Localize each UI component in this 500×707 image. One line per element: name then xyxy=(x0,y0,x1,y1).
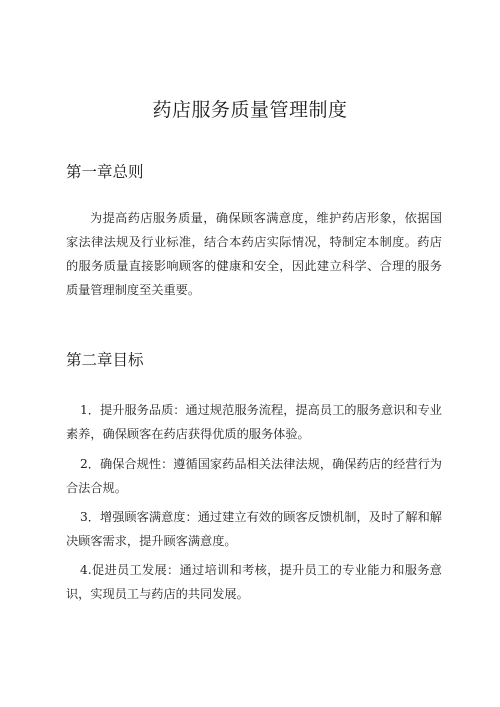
goal-item-4: 4.促进员工发展：通过培训和考核，提升员工的专业能力和服务意识，实现员工与药店的共同发展。 xyxy=(66,563,442,601)
goal-item-2: 2．确保合规性：遵循国家药品相关法律法规，确保药店的经营行为合法合规。 xyxy=(66,457,442,495)
chapter-1-heading: 第一章总则 xyxy=(66,163,144,181)
chapter-1-paragraph: 为提高药店服务质量，确保顾客满意度，维护药店形象，依据国家法律法规及行业标准，结合本药店实际情况，特制定本制度。药店的服务质量直接影响顾客的健康和安全，因此建立科学、合理的服务质量管理制度至关重要。 xyxy=(66,211,442,297)
goal-item-1: 1．提升服务品质：通过规范服务流程，提高员工的服务意识和专业素养，确保顾客在药店获得优质的服务体验。 xyxy=(66,403,442,441)
goal-item-3: 3．增强顾客满意度：通过建立有效的顾客反馈机制，及时了解和解决顾客需求，提升顾客满意度。 xyxy=(66,510,442,548)
chapter-2-heading: 第二章目标 xyxy=(66,351,144,369)
document-title: 药店服务质量管理制度 xyxy=(152,99,348,121)
